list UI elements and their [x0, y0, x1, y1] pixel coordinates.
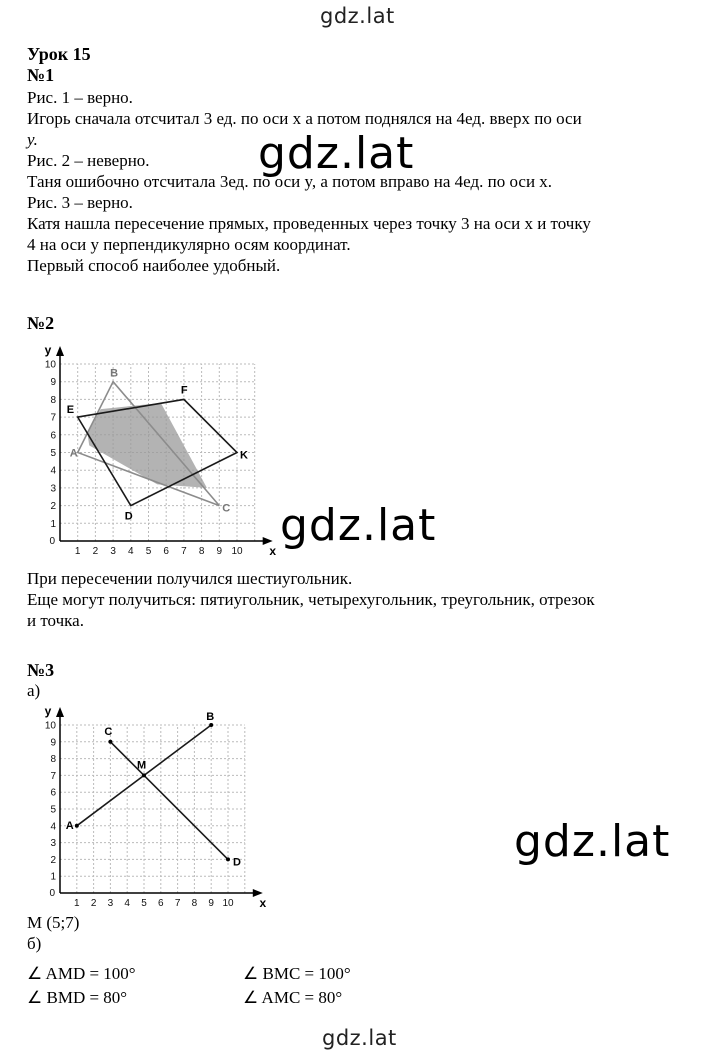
origin-label: 0: [49, 536, 55, 547]
point-c: [108, 740, 112, 744]
task1-line: 4 на оси y перпендикулярно осям координат.: [27, 235, 351, 254]
y-tick-label: 4: [50, 821, 56, 833]
y-axis-label: y: [44, 704, 52, 718]
task1-number: №1: [27, 65, 55, 85]
y-tick-label: 7: [50, 412, 56, 424]
x-tick-label: 3: [107, 898, 114, 909]
x-tick-label: 7: [181, 546, 187, 557]
y-tick-label: 6: [50, 430, 56, 442]
point-m: [142, 773, 146, 777]
y-tick-label: 8: [50, 394, 56, 406]
y-tick-label: 5: [50, 804, 56, 816]
watermark-middle: gdz.lat: [280, 500, 437, 551]
watermark-top: gdz.lat: [320, 4, 395, 28]
task2-also-2: и точка.: [27, 611, 84, 630]
x-tick-label: 6: [163, 546, 169, 557]
point-label-a: A: [65, 819, 74, 832]
x-tick-label: 4: [128, 546, 134, 557]
x-tick-label: 5: [141, 898, 147, 909]
y-tick-label: 9: [50, 377, 56, 389]
x-tick-label: 2: [90, 898, 97, 909]
point-label-a: A: [69, 447, 78, 460]
task3-number: №3: [27, 660, 55, 680]
task1-line: Игорь сначала отсчитал 3 ед. по оси x а потом поднялся на 4ед. вверх по оси: [27, 109, 582, 128]
point-b: [209, 723, 213, 727]
y-tick-label: 7: [50, 770, 56, 782]
x-tick-label: 9: [208, 898, 214, 909]
intersection-region: [87, 403, 206, 488]
angle-amc: ∠ AMC = 80°: [243, 988, 343, 1007]
task3-part-b: б): [27, 934, 42, 953]
x-tick-label: 3: [110, 546, 116, 557]
point-label-d: D: [124, 510, 133, 523]
task1-line: Первый способ наиболее удобный.: [27, 256, 281, 275]
x-tick-label: 10: [222, 898, 234, 909]
point-d: [226, 857, 230, 861]
task1-text: [27, 87, 591, 276]
point-label-c: C: [222, 502, 231, 515]
watermark-right: gdz.lat: [514, 816, 671, 867]
point-label-e: E: [66, 404, 75, 417]
y-tick-label: 10: [44, 720, 56, 732]
task1-line: Рис. 2 – неверно.: [27, 151, 150, 170]
y-tick-label: 10: [44, 359, 56, 371]
task1-line: Рис. 1 – верно.: [27, 88, 133, 107]
origin-label: 0: [49, 888, 55, 899]
x-axis-label: x: [259, 896, 267, 910]
y-tick-label: 3: [50, 838, 56, 850]
lesson-title: Урок 15: [27, 44, 91, 64]
point-label-b: B: [206, 711, 215, 723]
angle-amd: ∠ AMD = 100°: [27, 964, 136, 983]
x-tick-label: 10: [231, 546, 243, 557]
task3-part-a: а): [27, 681, 41, 700]
x-tick-label: 1: [74, 898, 80, 909]
task2-conclusion: При пересечении получился шестиугольник.: [27, 569, 353, 588]
y-tick-label: 2: [50, 854, 56, 866]
y-tick-label: 4: [50, 465, 56, 477]
x-axis-label: x: [269, 544, 277, 558]
point-a: [75, 824, 79, 828]
y-tick-label: 3: [50, 483, 56, 495]
task2-number: №2: [27, 313, 55, 333]
y-axis-arrow: [56, 346, 64, 356]
y-tick-label: 1: [50, 518, 56, 530]
point-label-m: M: [137, 759, 147, 772]
x-tick-label: 6: [158, 898, 164, 909]
y-tick-label: 1: [50, 871, 56, 883]
task1-line: Катя нашла пересечение прямых, проведенных через точку 3 на оси x и точку: [27, 214, 591, 233]
y-tick-label: 2: [50, 501, 56, 513]
task3-answer-m: M (5;7): [27, 913, 80, 932]
x-tick-label: 7: [174, 898, 181, 909]
angle-bmc: ∠ BMC = 100°: [243, 964, 351, 983]
task1-line: y.: [27, 130, 38, 149]
y-tick-label: 8: [50, 754, 56, 766]
x-tick-label: 1: [74, 546, 81, 557]
task2-coordinate-plot: [30, 335, 277, 560]
x-tick-label: 8: [191, 898, 198, 909]
x-tick-label: 4: [124, 898, 130, 909]
x-tick-label: 9: [216, 546, 223, 557]
y-tick-label: 6: [50, 787, 56, 799]
task2-also: Еще могут получиться: пятиугольник, четырехугольник, треугольник, отрезок: [27, 590, 595, 609]
watermark-center: gdz.lat: [258, 128, 415, 179]
point-label-b: B: [110, 367, 119, 380]
point-label-d: D: [233, 856, 241, 869]
y-tick-label: 5: [50, 448, 56, 459]
x-tick-label: 2: [92, 546, 99, 557]
angle-bmd: ∠ BMD = 80°: [27, 988, 128, 1007]
y-axis-label: y: [44, 343, 52, 357]
series-cd: [110, 742, 228, 860]
task3-coordinate-plot: [30, 700, 267, 910]
task1-line: Рис. 3 – верно.: [27, 193, 133, 212]
x-tick-label: 5: [145, 546, 152, 557]
task1-line: Таня ошибочно отсчитала 3ед. по оси y, а потом вправо на 4ед. по оси x.: [27, 172, 553, 191]
y-axis-arrow: [56, 707, 64, 717]
point-label-c: C: [104, 725, 113, 738]
point-label-f: F: [180, 384, 188, 397]
point-label-k: K: [240, 449, 248, 462]
x-tick-label: 8: [198, 546, 205, 557]
watermark-bottom: gdz.lat: [322, 1026, 397, 1050]
y-tick-label: 9: [50, 737, 56, 749]
